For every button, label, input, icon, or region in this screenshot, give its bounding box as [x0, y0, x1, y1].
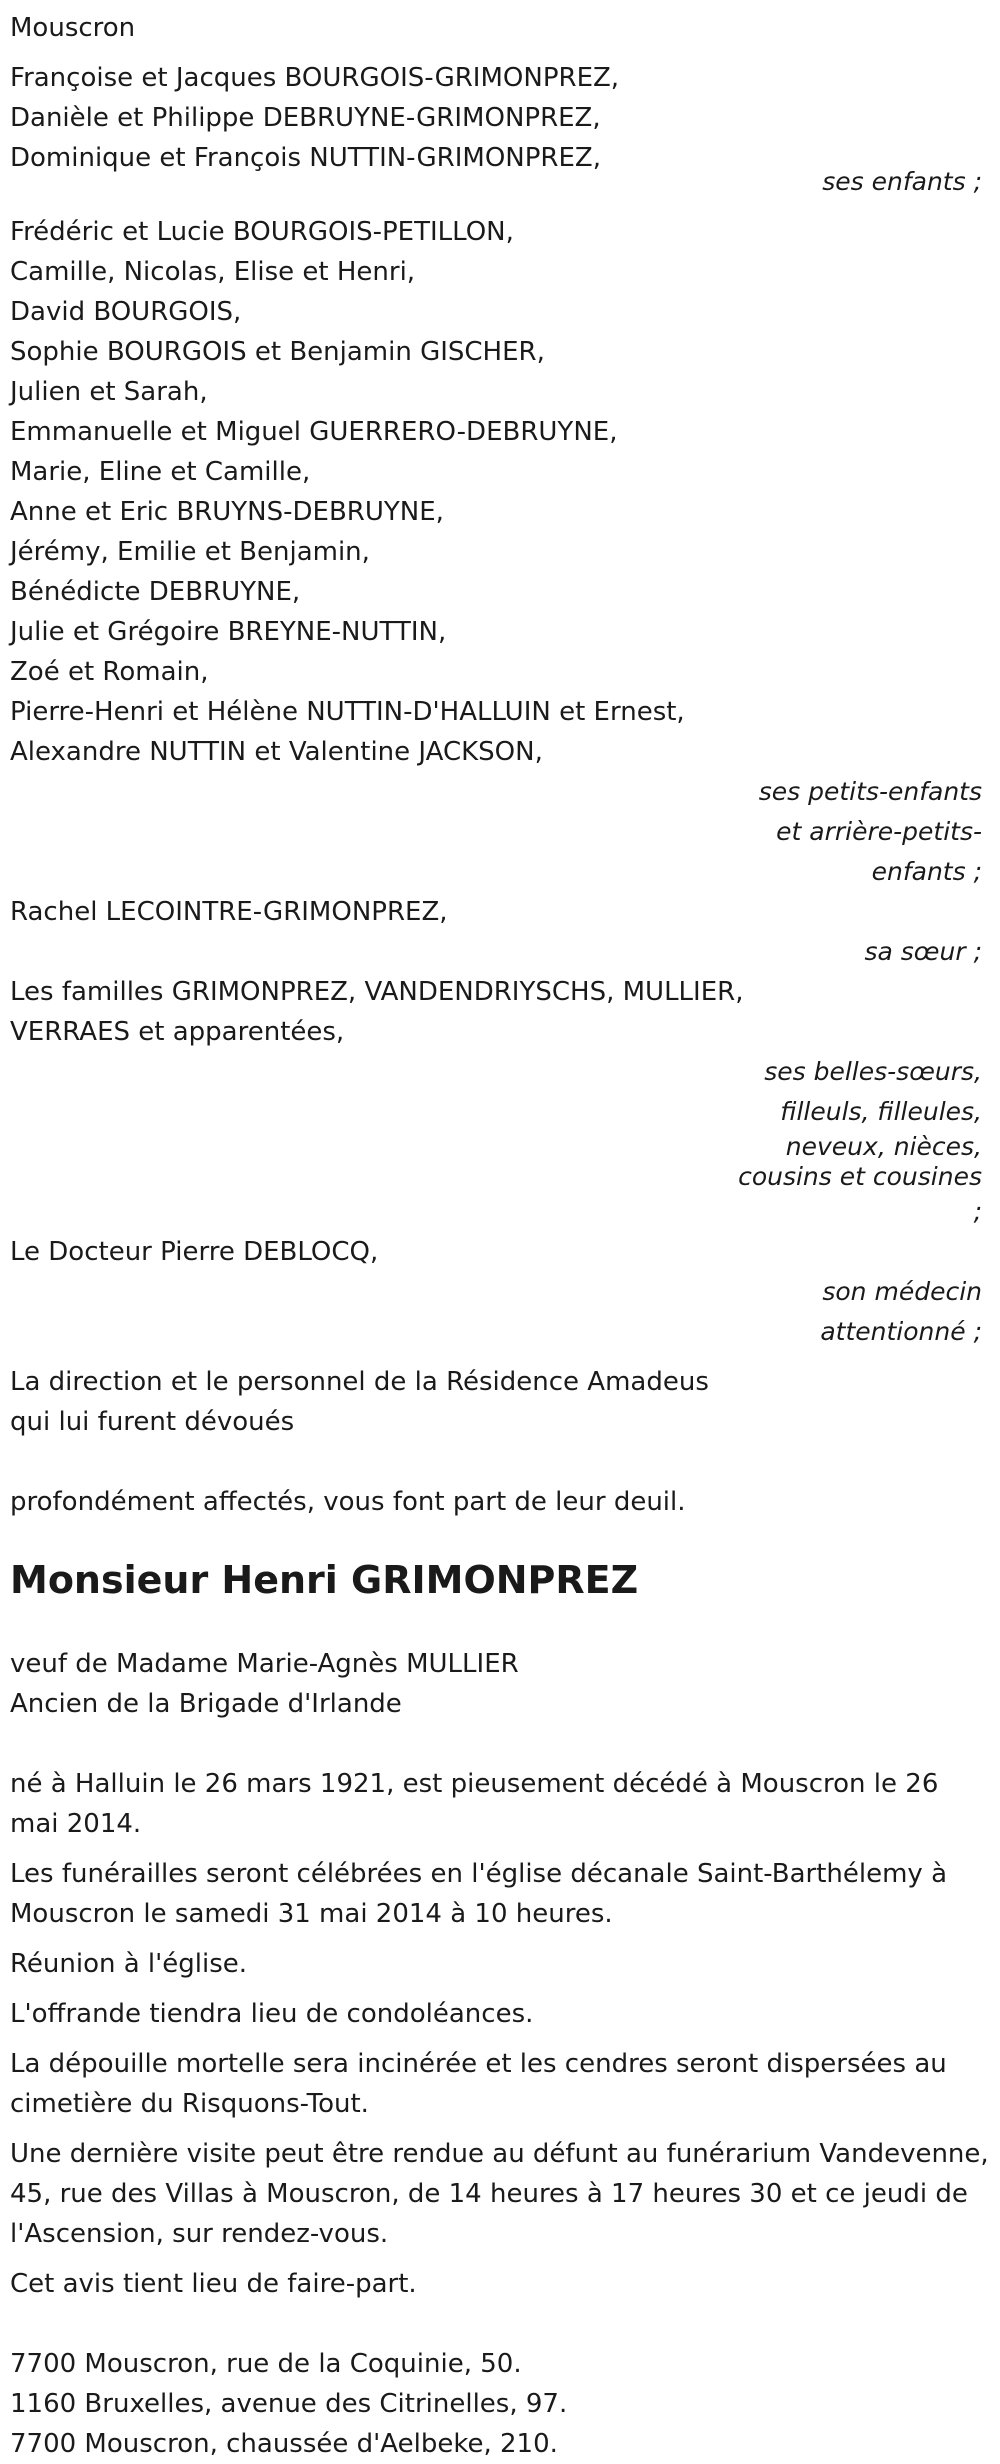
header-place: Mouscron [10, 13, 136, 43]
grandchild-name: Bénédicte DEBRUYNE, [10, 577, 301, 607]
grandchild-name: Alexandre NUTTIN et Valentine JACKSON, [10, 737, 543, 767]
children-block [10, 58, 990, 202]
addresses-block [10, 2344, 990, 2464]
grandchild-name: David BOURGOIS, [10, 297, 242, 327]
child-name: Françoise et Jacques BOURGOIS-GRIMONPREZ, [10, 63, 620, 93]
families-role: ses belles-sœurs, [764, 1057, 982, 1086]
families-role: cousins et cousines [738, 1162, 982, 1191]
announcement-paragraph: Une dernière visite peut être rendue au défunt au funérarium Vandevenne, 45, rue des Villas à Mouscron, de 14 heures à 17 heures 30 et ce jeudi de l'Ascension, sur rendez-vous. [10, 2139, 989, 2249]
child-name: Dominique et François NUTTIN-GRIMONPREZ, [10, 143, 601, 173]
grandchildren-role: enfants ; [871, 857, 982, 886]
families-block [10, 972, 990, 1232]
deceased-detail: Ancien de la Brigade d'Irlande [10, 1689, 402, 1719]
deceased-name: Monsieur Henri GRIMONPREZ [10, 1558, 639, 1602]
children-role: ses enfants ; [822, 167, 982, 196]
doctor-block [10, 1232, 990, 1352]
grandchild-name: Sophie BOURGOIS et Benjamin GISCHER, [10, 337, 545, 367]
announcement-block [10, 1764, 990, 2304]
grandchild-name: Emmanuelle et Miguel GUERRERO-DEBRUYNE, [10, 417, 618, 447]
deceased-detail: veuf de Madame Marie-Agnès MULLIER [10, 1649, 519, 1679]
address-line: 1160 Bruxelles, avenue des Citrinelles, 97. [10, 2389, 568, 2419]
grandchild-name: Julie et Grégoire BREYNE-NUTTIN, [10, 617, 447, 647]
grandchild-name: Anne et Eric BRUYNS-DEBRUYNE, [10, 497, 444, 527]
sister-name: Rachel LECOINTRE-GRIMONPREZ, [10, 897, 448, 927]
doctor-role: son médecin [822, 1277, 982, 1306]
address-line: 7700 Mouscron, chaussée d'Aelbeke, 210. [10, 2429, 558, 2459]
grandchild-name: Pierre-Henri et Hélène NUTTIN-D'HALLUIN et Ernest, [10, 697, 685, 727]
announcement-paragraph: L'offrande tiendra lieu de condoléances. [10, 1999, 534, 2029]
grandchildren-role: et arrière-petits- [776, 817, 982, 846]
doctor-role: attentionné ; [820, 1317, 982, 1346]
grandchild-name: Frédéric et Lucie BOURGOIS-PETILLON, [10, 217, 514, 247]
announcement-paragraph: Cet avis tient lieu de faire-part. [10, 2269, 417, 2299]
announcement-paragraph: Les funérailles seront célébrées en l'église décanale Saint-Barthélemy à Mouscron le samedi 31 mai 2014 à 10 heures. [10, 1859, 948, 1929]
announcement-paragraph: Réunion à l'église. [10, 1949, 248, 1979]
grandchild-name: Zoé et Romain, [10, 657, 209, 687]
grandchild-name: Jérémy, Emilie et Benjamin, [10, 537, 370, 567]
families-role: neveux, nièces, [785, 1132, 982, 1161]
child-name: Danièle et Philippe DEBRUYNE-GRIMONPREZ, [10, 103, 601, 133]
residence-line: La direction et le personnel de la Résidence Amadeus [10, 1367, 709, 1397]
closing-statement: profondément affectés, vous font part de leur deuil. [10, 1487, 686, 1517]
residence-line: qui lui furent dévoués [10, 1407, 295, 1437]
families-role: ; [973, 1197, 982, 1226]
grandchild-name: Marie, Eline et Camille, [10, 457, 311, 487]
grandchildren-role: ses petits-enfants [758, 777, 982, 806]
grandchildren-block [10, 212, 990, 892]
families-role: filleuls, filleules, [780, 1097, 982, 1126]
grandchild-name: Julien et Sarah, [10, 377, 208, 407]
grandchild-name: Camille, Nicolas, Elise et Henri, [10, 257, 416, 287]
families-name: VERRAES et apparentées, [10, 1017, 345, 1047]
doctor-name: Le Docteur Pierre DEBLOCQ, [10, 1237, 379, 1267]
address-line: 7700 Mouscron, rue de la Coquinie, 50. [10, 2349, 522, 2379]
residence-block [10, 1362, 990, 1442]
families-name: Les familles GRIMONPREZ, VANDENDRIYSCHS, MULLIER, [10, 977, 744, 1007]
announcement-paragraph: né à Halluin le 26 mars 1921, est pieusement décédé à Mouscron le 26 mai 2014. [10, 1769, 939, 1839]
sister-block [10, 892, 990, 972]
sister-role: sa sœur ; [864, 937, 982, 966]
announcement-paragraph: La dépouille mortelle sera incinérée et les cendres seront dispersées au cimetière du Risquons-Tout. [10, 2049, 947, 2119]
